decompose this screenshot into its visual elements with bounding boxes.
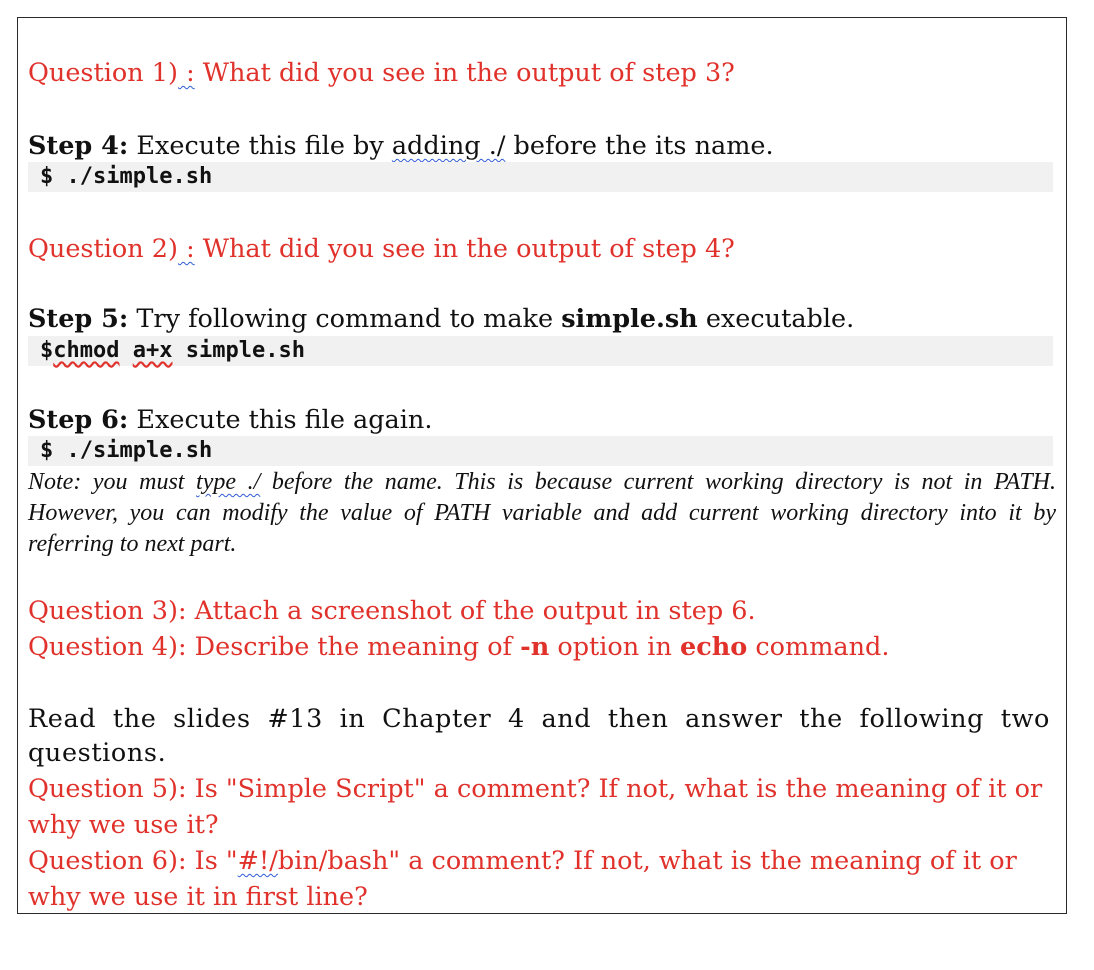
question-2-colon: :: [177, 234, 195, 264]
code-2-cmd: chmod: [53, 338, 120, 363]
code-line-2: [40, 336, 305, 366]
note-text-b: before the name. This is because current working directory is not in PATH. However, you can modify the value of PATH variable and add current working directory into it by referring to next part.: [28, 469, 1057, 557]
step-4-text-a: Execute this file by: [128, 131, 392, 161]
question-1-text: What did you see in the output of step 3?: [194, 58, 735, 88]
question-1-label: Question 1): [28, 58, 178, 88]
step-5: [28, 304, 854, 334]
step-5-bold: simple.sh: [561, 304, 698, 334]
question-2-label: Question 2): [28, 234, 178, 264]
note-paragraph: [28, 467, 1056, 560]
note-squig: type ./: [196, 469, 261, 495]
code-line-3: $ ./simple.sh: [40, 438, 213, 463]
question-1: [28, 58, 735, 88]
step-6-text: Execute this file again.: [128, 405, 433, 435]
question-6-squig: #!/: [237, 846, 278, 876]
question-4: [28, 632, 889, 662]
code-2-rest: simple.sh: [172, 338, 305, 363]
question-2: [28, 234, 735, 264]
read-instructions: Read the slides #13 in Chapter 4 and then answer the following two questions.: [28, 704, 1050, 768]
question-2-text: What did you see in the output of step 4?: [194, 234, 735, 264]
step-5-label: Step 5:: [28, 304, 129, 334]
question-6-text-a: Question 6): Is ": [28, 846, 238, 876]
step-5-text-b: executable.: [697, 304, 855, 334]
code-2-prefix: $: [40, 338, 54, 363]
code-line-1: $ ./simple.sh: [40, 164, 213, 189]
question-6-text-b: bin/bash" a comment? If not, what is the meaning of it or why we use it in first line?: [28, 846, 1017, 912]
question-4-text-c: command.: [747, 632, 890, 662]
step-4-text-b: before the its name.: [505, 131, 774, 161]
step-5-text-a: Try following command to make: [128, 304, 562, 334]
step-6: [28, 405, 432, 435]
step-6-label: Step 6:: [28, 405, 129, 435]
question-4-text-a: Question 4): Describe the meaning of: [28, 632, 521, 662]
step-4-label: Step 4:: [28, 131, 129, 161]
step-4: [28, 131, 774, 161]
code-2-space: [119, 338, 132, 363]
question-1-colon: :: [177, 58, 195, 88]
question-3: Question 3): Attach a screenshot of the output in step 6.: [28, 596, 756, 626]
question-6: [28, 843, 1058, 915]
step-4-squig: adding ./: [391, 131, 506, 161]
question-4-bold-1: -n: [520, 632, 550, 662]
question-4-text-b: option in: [549, 632, 680, 662]
question-5: Question 5): Is "Simple Script" a comment? If not, what is the meaning of it or why we use it?: [28, 774, 1043, 840]
code-2-arg: a+x: [132, 338, 173, 363]
question-4-bold-2: echo: [679, 632, 748, 662]
note-text-a: Note: you must: [28, 469, 197, 495]
